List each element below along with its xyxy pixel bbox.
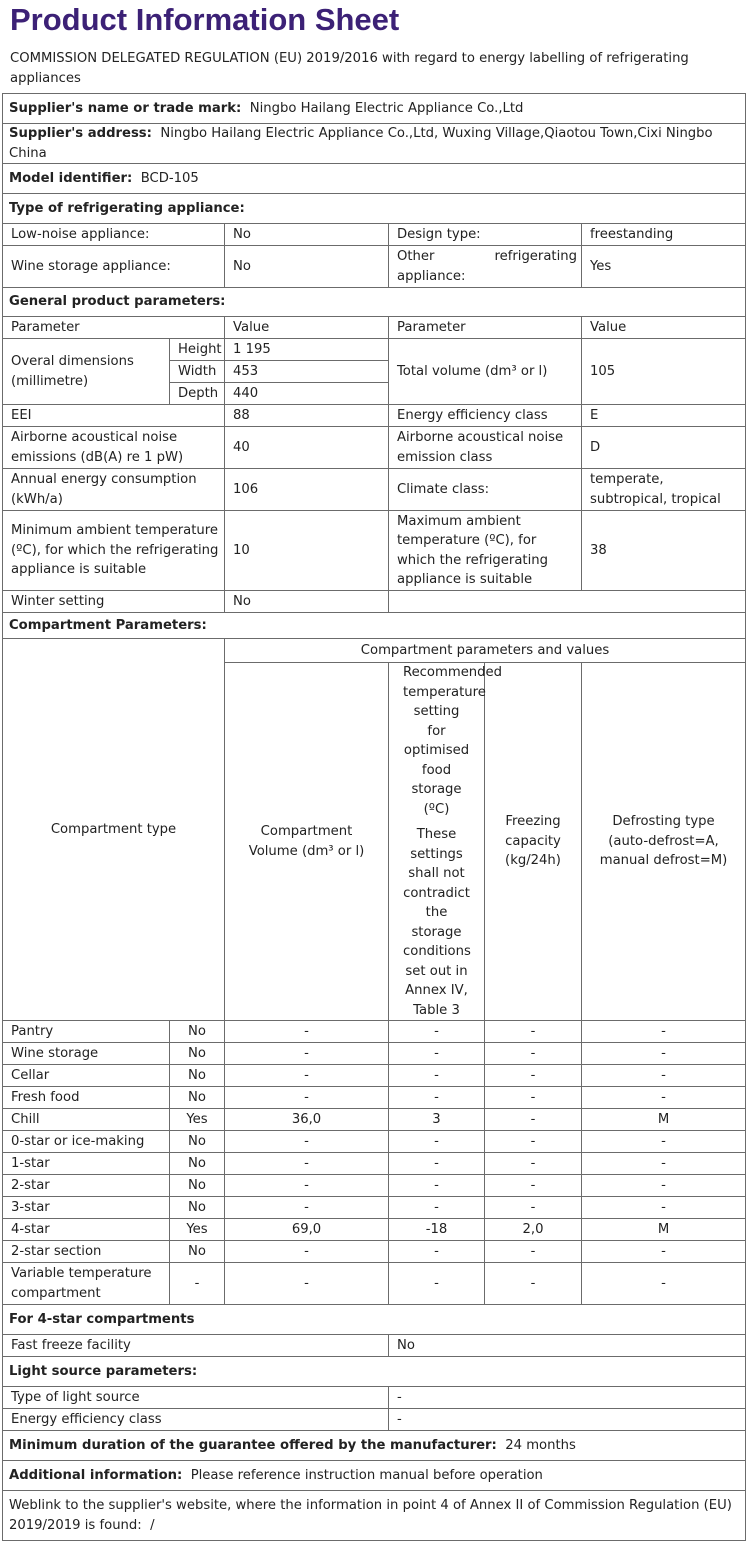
compartment-temp: -: [389, 1175, 485, 1197]
height-label: Height: [170, 339, 225, 361]
winter-setting-value: No: [225, 591, 389, 613]
compartment-name: 2-star section: [3, 1241, 170, 1263]
noise-value: 40: [225, 427, 389, 469]
winter-setting-label: Winter setting: [3, 591, 225, 613]
width-label: Width: [170, 361, 225, 383]
compartment-present: -: [170, 1263, 225, 1305]
weblink-row: [3, 1491, 746, 1541]
fast-freeze-row: [3, 1335, 746, 1357]
compartment-freezing: 2,0: [485, 1219, 582, 1241]
compartment-defrost: -: [582, 1131, 746, 1153]
compartment-freezing: -: [485, 1021, 582, 1043]
compartment-freezing: -: [485, 1043, 582, 1065]
regulation-subtitle: COMMISSION DELEGATED REGULATION (EU) 2019/2016 with regard to energy labelling of refrigerating appliances: [10, 51, 689, 86]
compartment-freezing: -: [485, 1065, 582, 1087]
guarantee-label: Minimum duration of the guarantee offered by the manufacturer:: [9, 1437, 497, 1453]
supplier-name-value: Ningbo Hailang Electric Appliance Co.,Ltd: [249, 100, 524, 116]
table-row: [3, 1153, 746, 1175]
depth-value: 440: [225, 383, 389, 405]
noise-class-label: Airborne acoustical noise emission class: [389, 427, 582, 469]
compartment-temp: -: [389, 1197, 485, 1219]
table-row: [3, 1219, 746, 1241]
compartment-freezing: -: [485, 1241, 582, 1263]
four-star-heading: For 4-star compartments: [3, 1305, 746, 1335]
compartment-type-header: Compartment type: [3, 639, 225, 1021]
annual-energy-value: 106: [225, 469, 389, 511]
compartment-temp: 3: [389, 1109, 485, 1131]
weblink-value: /: [150, 1517, 155, 1533]
table-row: [3, 1263, 746, 1305]
compartment-freezing: -: [485, 1175, 582, 1197]
depth-label: Depth: [170, 383, 225, 405]
compartment-name: Pantry: [3, 1021, 170, 1043]
light-type-label: Type of light source: [3, 1387, 389, 1409]
temperature-header: [389, 663, 503, 1021]
compartment-defrost: -: [582, 1175, 746, 1197]
compartment-freezing: -: [485, 1153, 582, 1175]
model-identifier-value: BCD-105: [140, 170, 199, 186]
compartment-name: 1-star: [3, 1153, 170, 1175]
additional-info-value: Please reference instruction manual before operation: [190, 1467, 543, 1483]
table-row: [3, 1241, 746, 1263]
compartment-freezing: -: [485, 1087, 582, 1109]
compartment-defrost: -: [582, 1065, 746, 1087]
compartment-freezing: -: [485, 1263, 582, 1305]
compartment-volume: -: [225, 1153, 389, 1175]
compartment-params-header: Compartment parameters and values: [225, 639, 746, 663]
supplier-address-label: Supplier's address:: [9, 126, 152, 141]
height-value: 1 195: [225, 339, 389, 361]
compartment-defrost: -: [582, 1263, 746, 1305]
guarantee-value: 24 months: [505, 1437, 576, 1453]
annual-energy-row: [3, 469, 746, 511]
climate-class-label: Climate class:: [389, 469, 582, 511]
compartment-volume: -: [225, 1021, 389, 1043]
compartment-name: 2-star: [3, 1175, 170, 1197]
compartment-name: Wine storage: [3, 1043, 170, 1065]
compartment-temp: -18: [389, 1219, 485, 1241]
design-type-label: Design type:: [389, 224, 582, 246]
compartment-defrost: -: [582, 1021, 746, 1043]
light-type-row: [3, 1387, 746, 1409]
table-row: [3, 1021, 746, 1043]
compartment-name: 4-star: [3, 1219, 170, 1241]
winter-setting-row: [3, 591, 746, 613]
supplier-address-value: Ningbo Hailang Electric Appliance Co.,Ltd, Wuxing Village,Qiaotou Town,Cixi Ningbo China: [9, 126, 713, 161]
compartment-present: No: [170, 1197, 225, 1219]
guarantee-row: [3, 1431, 746, 1461]
low-noise-label: Low-noise appliance:: [3, 224, 225, 246]
compartment-volume: -: [225, 1087, 389, 1109]
width-value: 453: [225, 361, 389, 383]
additional-info-label: Additional information:: [9, 1467, 183, 1483]
page-title: Product Information Sheet: [10, 2, 400, 37]
total-volume-value: 105: [582, 339, 746, 405]
light-heading-row: [3, 1357, 746, 1387]
low-noise-row: [3, 224, 746, 246]
supplier-name-label: Supplier's name or trade mark:: [9, 100, 242, 116]
compartment-name: Variable temperature compartment: [3, 1263, 170, 1305]
compartment-name: Fresh food: [3, 1087, 170, 1109]
compartment-freezing: -: [485, 1197, 582, 1219]
additional-info-row: [3, 1461, 746, 1491]
compartment-volume: 69,0: [225, 1219, 389, 1241]
other-appliance-label: Other refrigerating appliance:: [389, 246, 582, 288]
compartment-volume: 36,0: [225, 1109, 389, 1131]
min-temp-label: Minimum ambient temperature (ºC), for which the refrigerating appliance is suitable: [3, 511, 225, 591]
compartment-present: No: [170, 1087, 225, 1109]
total-volume-label: Total volume (dm³ or l): [389, 339, 582, 405]
compartment-volume: -: [225, 1197, 389, 1219]
compartment-name: Cellar: [3, 1065, 170, 1087]
temperature-header-text: Recommended temperature setting for optimised food storage (ºC): [403, 665, 503, 817]
compartment-freezing: -: [485, 1109, 582, 1131]
max-temp-value: 38: [582, 511, 746, 591]
compartment-temp: -: [389, 1087, 485, 1109]
value-header: Value: [225, 317, 389, 339]
supplier-name-row: [3, 94, 746, 124]
compartment-header-row: [3, 639, 746, 663]
value-header-2: Value: [582, 317, 746, 339]
compartment-defrost: -: [582, 1197, 746, 1219]
product-info-table: [2, 93, 746, 1541]
table-row: [3, 1131, 746, 1153]
defrost-header: Defrosting type (auto-defrost=A, manual defrost=M): [582, 663, 746, 1021]
compartment-present: Yes: [170, 1109, 225, 1131]
compartment-temp: -: [389, 1065, 485, 1087]
table-row: [3, 1175, 746, 1197]
empty-cell: [389, 591, 746, 613]
table-row: [3, 1197, 746, 1219]
annual-energy-label: Annual energy consumption (kWh/a): [3, 469, 225, 511]
energy-class-label: Energy efficiency class: [389, 405, 582, 427]
wine-storage-value: No: [225, 246, 389, 288]
min-temp-value: 10: [225, 511, 389, 591]
compartment-defrost: -: [582, 1043, 746, 1065]
height-row: [3, 339, 746, 361]
design-type-value: freestanding: [582, 224, 746, 246]
volume-header: Compartment Volume (dm³ or l): [225, 663, 389, 1021]
compartment-heading: Compartment Parameters:: [3, 613, 746, 639]
low-noise-value: No: [225, 224, 389, 246]
compartment-defrost: -: [582, 1087, 746, 1109]
supplier-address-row: [3, 124, 746, 164]
wine-storage-label: Wine storage appliance:: [3, 246, 225, 288]
compartment-temp: -: [389, 1043, 485, 1065]
compartment-volume: -: [225, 1131, 389, 1153]
compartment-present: No: [170, 1131, 225, 1153]
compartment-temp: -: [389, 1263, 485, 1305]
eei-label: EEI: [3, 405, 225, 427]
noise-label: Airborne acoustical noise emissions (dB(A) re 1 pW): [3, 427, 225, 469]
compartment-volume: -: [225, 1065, 389, 1087]
compartment-present: No: [170, 1153, 225, 1175]
compartment-volume: -: [225, 1175, 389, 1197]
compartment-volume: -: [225, 1263, 389, 1305]
table-row: [3, 1043, 746, 1065]
general-header-row: [3, 317, 746, 339]
compartment-present: Yes: [170, 1219, 225, 1241]
compartment-present: No: [170, 1043, 225, 1065]
table-row: [3, 1087, 746, 1109]
noise-class-value: D: [582, 427, 746, 469]
compartment-defrost: -: [582, 1241, 746, 1263]
freezing-header: Freezing capacity (kg/24h): [485, 663, 582, 1021]
general-heading: General product parameters:: [3, 288, 746, 317]
compartment-defrost: M: [582, 1219, 746, 1241]
compartment-volume: -: [225, 1241, 389, 1263]
four-star-heading-row: [3, 1305, 746, 1335]
compartment-volume: -: [225, 1043, 389, 1065]
compartment-heading-row: [3, 613, 746, 639]
table-row: [3, 1109, 746, 1131]
light-class-row: [3, 1409, 746, 1431]
eei-row: [3, 405, 746, 427]
energy-class-value: E: [582, 405, 746, 427]
compartment-present: No: [170, 1021, 225, 1043]
ambient-temperature-row: [3, 511, 746, 591]
compartment-temp: -: [389, 1021, 485, 1043]
wine-storage-row: [3, 246, 746, 288]
temperature-note: These settings shall not contradict the storage conditions set out in Annex IV, Table 3: [403, 827, 471, 1018]
light-type-value: -: [389, 1387, 746, 1409]
table-row: [3, 1065, 746, 1087]
compartment-temp: -: [389, 1131, 485, 1153]
parameter-header: Parameter: [3, 317, 225, 339]
type-heading-row: [3, 194, 746, 224]
compartment-present: No: [170, 1241, 225, 1263]
compartment-name: Chill: [3, 1109, 170, 1131]
model-identifier-row: [3, 164, 746, 194]
compartment-present: No: [170, 1175, 225, 1197]
model-identifier-label: Model identifier:: [9, 170, 133, 186]
weblink-text: Weblink to the supplier's website, where the information in point 4 of Annex II of Commission Regulation (EU) 2019/2019 is found:: [9, 1498, 732, 1533]
other-appliance-value: Yes: [582, 246, 746, 288]
dimensions-label: Overal dimensions (millimetre): [3, 339, 170, 405]
fast-freeze-label: Fast freeze facility: [3, 1335, 389, 1357]
compartment-temp: -: [389, 1241, 485, 1263]
general-heading-row: [3, 288, 746, 317]
max-temp-label: Maximum ambient temperature (ºC), for which the refrigerating appliance is suitable: [389, 511, 582, 591]
noise-row: [3, 427, 746, 469]
compartment-present: No: [170, 1065, 225, 1087]
compartment-defrost: M: [582, 1109, 746, 1131]
parameter-header-2: Parameter: [389, 317, 582, 339]
compartment-temp: -: [389, 1153, 485, 1175]
light-class-value: -: [389, 1409, 746, 1431]
light-class-label: Energy efficiency class: [3, 1409, 389, 1431]
compartment-name: 0-star or ice-making: [3, 1131, 170, 1153]
climate-class-value: temperate, subtropical, tropical: [582, 469, 746, 511]
light-heading: Light source parameters:: [3, 1357, 746, 1387]
compartment-defrost: -: [582, 1153, 746, 1175]
fast-freeze-value: No: [389, 1335, 746, 1357]
type-heading: Type of refrigerating appliance:: [3, 194, 746, 224]
compartment-name: 3-star: [3, 1197, 170, 1219]
compartment-freezing: -: [485, 1131, 582, 1153]
eei-value: 88: [225, 405, 389, 427]
